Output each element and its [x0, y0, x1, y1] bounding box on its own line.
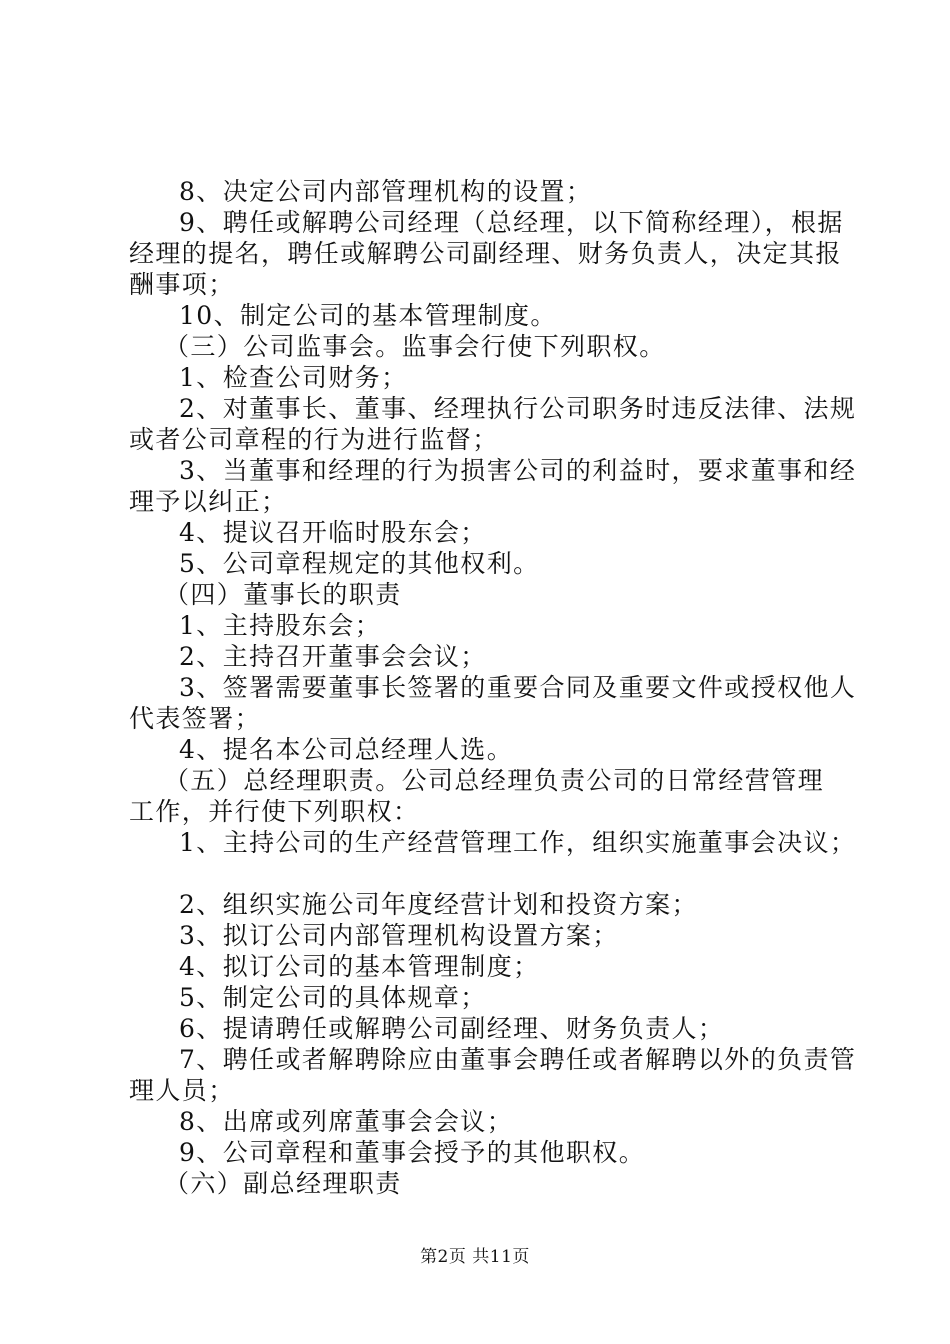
- paragraph-line: 1、检查公司财务；: [179, 363, 408, 392]
- paragraph-line: 经理的提名，聘任或解聘公司副经理、财务负责人，决定其报: [129, 239, 842, 268]
- paragraph-line: 9、公司章程和董事会授予的其他职权。: [179, 1138, 646, 1167]
- paragraph-line: 理予以纠正；: [129, 487, 288, 516]
- paragraph-line: 5、公司章程规定的其他权利。: [179, 549, 540, 578]
- paragraph-line: 7、聘任或者解聘除应由董事会聘任或者解聘以外的负责管: [179, 1045, 857, 1074]
- section-heading: （三）公司监事会。监事会行使下列职权。: [164, 332, 666, 361]
- paragraph-line: 9、聘任或解聘公司经理（总经理，以下简称经理），根据: [179, 208, 844, 237]
- paragraph-line: 工作，并行使下列职权：: [129, 797, 420, 826]
- paragraph-line: 4、提议召开临时股东会；: [179, 518, 487, 547]
- paragraph-line: 6、提请聘任或解聘公司副经理、财务负责人；: [179, 1014, 725, 1043]
- paragraph-line: 或者公司章程的行为进行监督；: [129, 425, 499, 454]
- paragraph-line: 酬事项；: [129, 270, 235, 299]
- paragraph-line: 8、决定公司内部管理机构的设置；: [179, 177, 593, 206]
- paragraph-line: 8、出席或列席董事会会议；: [179, 1107, 514, 1136]
- section-heading: （四）董事长的职责: [164, 580, 402, 609]
- paragraph-line: 3、拟订公司内部管理机构设置方案；: [179, 921, 619, 950]
- section-heading: （六）副总经理职责: [164, 1169, 402, 1198]
- document-body: [129, 176, 857, 1199]
- paragraph-line: 3、签署需要董事长签署的重要合同及重要文件或授权他人: [179, 673, 857, 702]
- paragraph-line: 4、提名本公司总经理人选。: [179, 735, 514, 764]
- paragraph-line: 3、当董事和经理的行为损害公司的利益时，要求董事和经: [179, 456, 857, 485]
- paragraph-line: 10、制定公司的基本管理制度。: [179, 301, 557, 330]
- paragraph-line: 2、主持召开董事会会议；: [179, 642, 487, 671]
- paragraph-line: 2、组织实施公司年度经营计划和投资方案；: [179, 890, 698, 919]
- paragraph-line: 理人员；: [129, 1076, 235, 1105]
- section-heading: （五）总经理职责。公司总经理负责公司的日常经营管理: [164, 766, 825, 795]
- paragraph-line: 2、对董事长、董事、经理执行公司职务时违反法律、法规: [179, 394, 857, 423]
- blank-line: [129, 858, 834, 889]
- page-number-footer: 第2页 共11页: [420, 1247, 530, 1267]
- paragraph-line: 代表签署；: [129, 704, 262, 733]
- paragraph-line: 1、主持公司的生产经营管理工作，组织实施董事会决议；: [179, 828, 857, 857]
- paragraph-line: 1、主持股东会；: [179, 611, 382, 640]
- paragraph-line: 4、拟订公司的基本管理制度；: [179, 952, 540, 981]
- paragraph-line: 5、制定公司的具体规章；: [179, 983, 487, 1012]
